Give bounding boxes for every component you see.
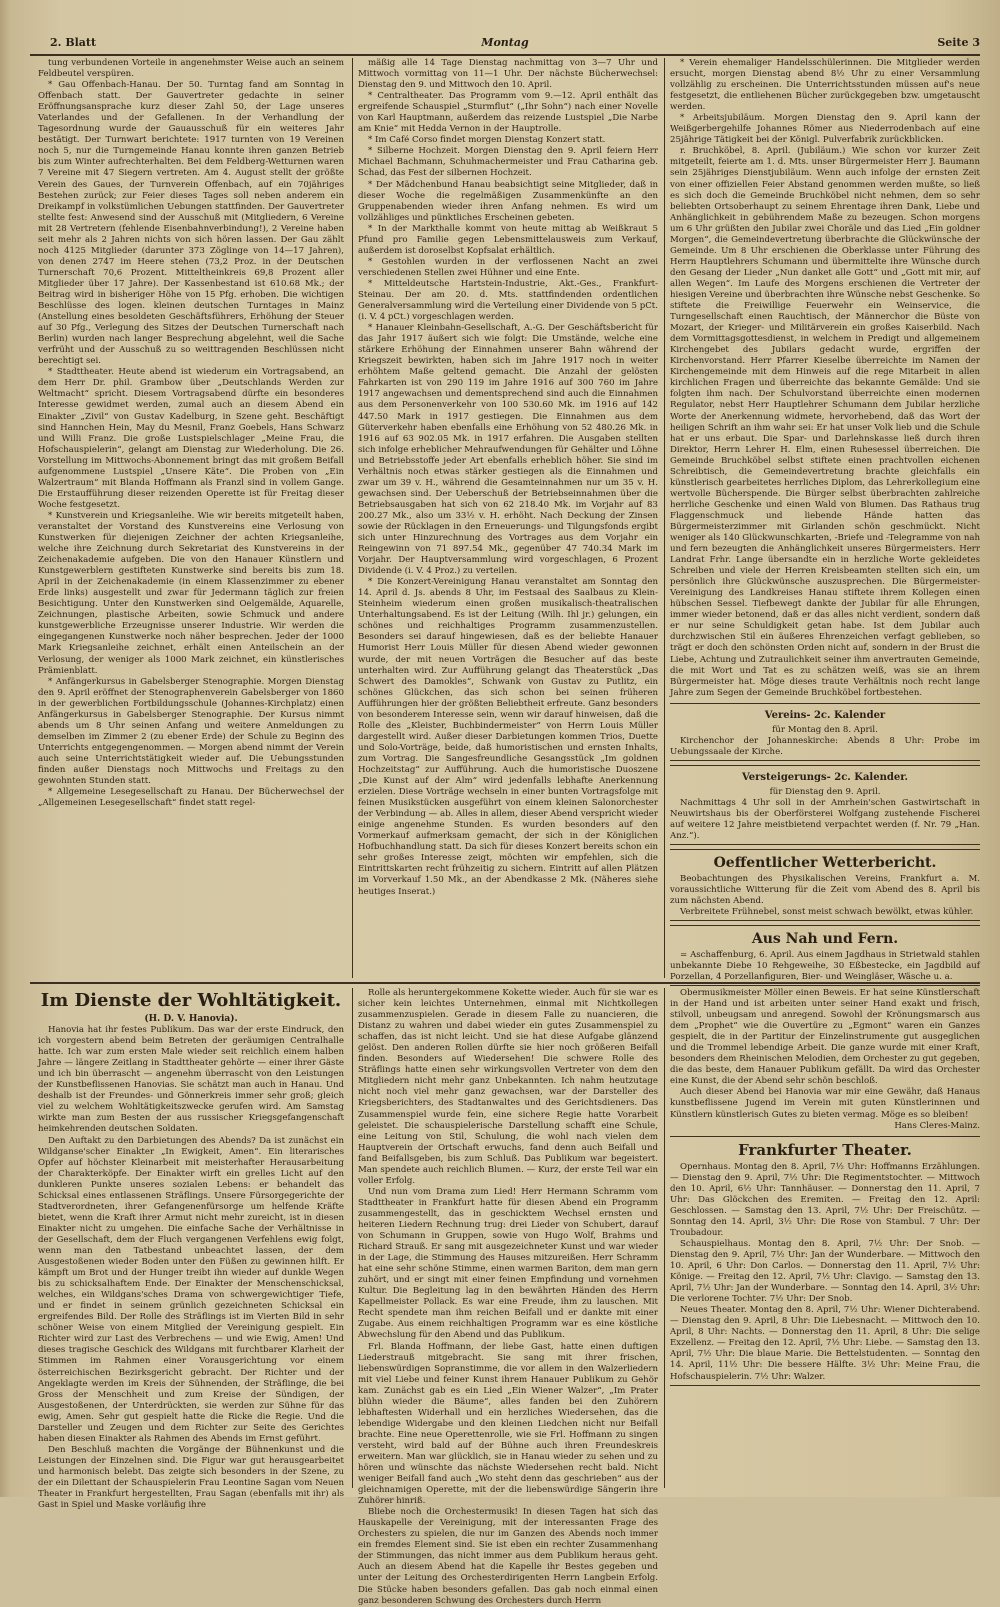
feuilleton-paragraph: Obermusikmeister Möller einen Beweis. Er hat seine Künstlerschaft in der Hand und ist arbeiten unter seiner Hand exakt und frisch, stilvoll, unbeugsam und anregend. Sowohl der Krönungsmarsch aus dem „Prophet“ wie die Ouvertüre zu „Egmont“ waren ein Ganzes gespielt, die in der Partitur der Einzelinstrumente gut ausgeglichen und die Trommel lebendige Arbeit. Die ganze wurde mit einer Kraft, besonders dem Rheinischen Melodien, dem Orchester zu gut gegeben, die das beste, dem Hanauer Publikum gefällt. Da wird das Orchester eine Kunst, die der Abend sehr schön beschloß. xyxy=(670,988,980,1087)
article-handelsschuelerinnen: * Verein ehemaliger Handelsschülerinnen. Die Mitglieder werden ersucht, morgen Dienstag abend 8½ Uhr zu einer Versammlung vollzählig zu erscheinen. Die Unterrichtsstunden müssen auf's neue festgesetzt, die entliehenen Bücher zurückgegeben bzw. umgetauscht werden. xyxy=(670,58,980,113)
feuilleton-paragraph: Rolle als heruntergekommene Kokette wieder. Auch für sie war es sicher kein leichtes Unternehmen, einmal mit Nichtkollegen zusammenzuspielen. Gerade in diesem Falle zu nuancieren, die Distanz zu wahren und dabei wieder ein gutes Zusammenspiel zu schaffen, das ist nicht leicht. Und sie hat diese Aufgabe glänzend gelöst. Den anderen Rollen dürfte sie hier noch größeren Beifall finden. Besonders auf Wiedersehen! Die schwere Rolle des Sträflings hatte einen sehr wirkungsvollen Vertreter von dem den Mitgliedern nicht mehr ganz Unbekannten. Ich nahm heutzutage nicht noch viel mehr ganz gewachsen, war der Darsteller des Kriegsberichters, des Stadtanwaltes und des Gerichtsdieners. Das Zusammenspiel wurde fein, eine sichere Regie hatte Vorarbeit geleistet. Die schauspielerische Darstellung schafft eine Schule, eine Leitung von Stil, Schulung, die wohl nach vielen dem Hauptverein der Ortschaft erwuchs, fand denn auch Beifall und fand Beifallsgeben, bis zum Schluß. Das Publikum war begeistert. Man spendete auch reichlich Blumen. — Kurz, der erste Teil war ein voller Erfolg. xyxy=(358,988,658,1186)
article-markthalle: * In der Markthalle kommt von heute mittag ab Weißkraut 5 Pfund pro Familie gegen Lebensmittelausweis zum Verkauf, außerdem ist doroselbst Kopfsalat erhältlich. xyxy=(358,223,658,256)
header-left: 2. Blatt xyxy=(50,36,97,49)
theater-opernhaus: Opernhaus. Montag den 8. April, 7½ Uhr: Hoffmanns Erzählungen. — Dienstag den 9. April, 7½ Uhr: Die Regimentstochter. — Mittwoch den 10. April, 6½ Uhr: Tannhäuser. — Donnerstag den 11. April, 7 Uhr: Das Glöckchen des Eremiten. — Freitag den 12. April: Geschlossen. — Samstag den 13. April, 7½ Uhr: Der Freischütz. — Sonntag den 14. April, 3½ Uhr: Die Rose von Stambul. 7 Uhr: Der Troubadour. xyxy=(670,1161,980,1238)
theater-schauspielhaus: Schauspielhaus. Montag den 8. April, 7½ Uhr: Der Snob. — Dienstag den 9. April, 7½ Uhr: Jan der Wunderbare. — Mittwoch den 10. April, 6 Uhr: Don Carlos. — Donnerstag den 11. April, 7½ Uhr: Könige. — Freitag den 12. April, 7½ Uhr: Clavigo. — Samstag den 13. April, 7½ Uhr: Jan der Wunderbare. — Sonntag den 14. April, 3½ Uhr: Die verlorene Tochter. 7½ Uhr: Der Snob. xyxy=(670,1238,980,1305)
column-3 xyxy=(670,58,981,983)
column-divider xyxy=(352,988,353,1488)
article-gestohlen: * Gestohlen wurden in der verflossenen Nacht an zwei verschiedenen Stellen zwei Hühner und eine Ente. xyxy=(358,256,658,278)
article-konzert: * Die Konzert-Vereinigung Hanau veranstaltet am Sonntag den 14. April d. Js. abends 8 Uhr, im Festsaal des Saalbaus zu Klein-Steinheim wiederum einen großen musikalisch-theatralischen Unterhaltungsabend. Es ist der Leitung (Wilh. Ihl jr.) gelungen, ein schönes und reichhaltiges Programm zusammenzustellen. Besonders sei darauf hingewiesen, daß es der beliebte Hanauer Humorist Herr Louis Müller für diesen Abend wieder gewonnen wurde, der mit neuen Vorträgen die Besucher auf das beste unterhalten wird. Zur Aufführung gelangt das Theaterstück „Das Schwert des Damokles“, Schwank von Gustav zu Putlitz, ein schönes Glückchen, das sich schon bei seinen früheren Aufführungen hier der größten Beliebtheit erfreute. Ganz besonders von besonderem Interesse sein, wenn wir darauf hinweisen, daß die Rolle des „Kleister, Buchbindermeister“ von Herrn Louis Müller dargestellt wird. Außer dieser Darbietungen kommen Trios, Duette und Solo-Vorträge, beide, daß humoristischen und ernsten Inhalts, zum Vortrag. Die Sangesfreundliche Gesangsstück „Im goldnen Hochzeitstag“ zur Aufführung. Auch die humoristische Duoszene „Die Kunst auf der Alm“ wird jedenfalls lebhafte Anerkennung erzielen. Diese Vorträge wechseln in einer bunten Vortragsfolge mit feinen Musikstücken ausgeführt von einem kleinen Salonorchester der Verbindung — ab. Alles in allem, dieser Abend verspricht wieder einige angenehme Stunden. Es wurden besonders auf den Vormerkauf aufmerksam gemacht, der sich in der Königlichen Hofbuchhandlung statt. Da sich für dieses Konzert bereits schon ein sehr großes Interesse zeigt, möchten wir empfehlen, sich die Eintrittskarten recht frühzeitig zu sichern. Eintritt auf allen Plätzen im Vorverkauf 1.50 Mk., an der Abendkasse 2 Mk. (Näheres siehe heutiges Inserat.) xyxy=(358,577,658,897)
vereins-kalender-date: für Montag den 8. April. xyxy=(772,724,878,735)
column-2 xyxy=(358,58,658,978)
article-stadttheater: * Stadttheater. Heute abend ist wiederum ein Vortragsabend, an dem Herr Dr. phil. Grambow über „Deutschlands Werden zur Weltmacht“ spricht. Diesem Vortragsabend dürfte ein besonderes Interesse gewidmet werden, zumal auch an diesem Abend ein Einakter „Zivil“ von Gustav Kadelburg, in Szene geht. Beschäftigt sind Hannchen Hein, May du Mesnil, Franz Goebels, Hans Schwarz und Willi Franz. Die große Lustspielschlager „Meine Frau, die Hofschauspielerin“, gelangt am Dienstag zur Wiederholung. Die 26. Vorstellung im Mittwochs-Abonnement bringt das mit großem Beifall aufgenommene Lustspiel „Unsere Käte“. Die Proben von „Ein Walzertraum“ mit Blanda Hoffmann als Franzl sind in vollem Gange. Die Erstaufführung dieser reizenden Operette ist für Freitag dieser Woche festgesetzt. xyxy=(38,367,344,510)
feuilleton-paragraph: Bliebe noch die Orchestermusik! In diesen Tagen hat sich das Hauskapelle der Vereinigung, mit der interessanten Frage des Orchesters zu spielen, die nur im Ganzen des Abends noch immer ein fremdes Element sind. Sie ist eben ein rechter Zusammenhang der Stimmungen, das nicht immer aus dem Publikum heraus geht. Auch an diesem Abend hat die Kapelle ihr Bestes gegeben und unter der Leitung des Orchesterdirigenten Herrn Langbein Erfolg. Die Stücke haben besonders gefallen. Das gab noch einmal einen ganz besonderen Schwung des Orchesters durch Herrn xyxy=(358,1507,658,1606)
frankfurter-theater xyxy=(670,1136,980,1386)
feuilleton-paragraph: Den Auftakt zu den Darbietungen des Abends? Da ist zunächst ein Wildganse'scher Einakter „In Ewigkeit, Amen“. Ein literarisches Opfer auf höchster Kleinarbeit mit meisterhafter Herausarbeitung der Charakterköpfe. Der Einakter wirft ein grelles Licht auf den dunkleren Punkte unseres sozialen Lebens: er behandelt das Schicksal eines entlassenen Sträflings. Unsere Fürsorgegerichte der Stadtverordneten, ihrer Gefangenenfürsorge um helfende Kräfte bietet, wenn die Kraft ihrer Armut nicht mehr zureicht, ist in diesen Einakter nicht zu umgehen. Die einfache Sache der Verhältnisse in der Gesellschaft, dem der Fluch vergangenen Verfehlens ewig folgt, wenn man den Tatbestand unbeachtet lassen, der dem Ausgestoßenen wieder Boden unter den Füßen zu gewinnen hilft. Er kämpft um Brot und der Hunger treibt ihn wieder auf dunkle Wegen bis zu schicksalhaftem Ende. Der Einakter der Menschenschicksal, welches, ein Wildgans'sches Drama von schwergewichtiger Tiefe, und er findet in seinem grünlich gezeichneten Schicksal ein ergreifendes Bild. Der Rolle des Sträflings ist im Vierten Bild in sehr schöner Weise von einem Mitglied der Vereinigung gespielt. Ein Richter wird zur Last des Verbrechens — und wie Ewig, Amen! Und dieses tragische Geschick des Wildgans mit furchtbarer Klarheit der Stimmen im Rahmen einer Vorausgerichtung vor einem österreichischen Bezirksgericht gebracht. Der Richter und der Angeklagte werden im Kreis der Sühnenden, der Sträflinge, die bei Gross der Menschheit und zum Kreise der Sündigen, der Ausgestoßenen, der Unterdrückten, sie werden zur Sühne für das ewig, Amen. Sehr gut gespielt hatte die Ricke die Regie. Und die Darsteller und Zeugen und dem Richter zur Seite des Gerichtes haben diesen Einakter als Rahmen des Abends im Ernst geführt. xyxy=(38,1135,344,1444)
article-kleinbahn: * Hanauer Kleinbahn-Gesellschaft, A.-G. Der Geschäftsbericht für das Jahr 1917 äußert sich wie folgt: Die Umstände, welche eine stärkere Erhöhung der Einnahmen unserer Bahn während der Kriegszeit bewirkten, haben sich im Jahre 1917 noch in weiter erhöhtem Maße geltend gemacht. Die Anzahl der gelösten Fahrkarten ist von 290 119 im Jahre 1916 auf 300 760 im Jahre 1917 angewachsen und dementsprechend sind auch die Einnahmen aus dem Personenverkehr von 100 530.60 Mk. im 1916 auf 142 447.50 Mark in 1917 gestiegen. Die Einnahmen aus dem Güterverkehr haben ebenfalls eine Erhöhung von 52 480.26 Mk. in 1916 auf 63 902.05 Mk. in 1917 erfahren. Die Ausgaben stellten sich infolge erheblicher Mehraufwendungen für Gehälter und Löhne und Betriebsstoffe jeder Art ebenfalls erheblich höher. Sie sind im Verhältnis noch etwas stärker gestiegen als die Einnahmen und zwar um 39 v. H., während die Gesamteinnahmen nur um 35 v. H. gewachsen sind. Der Ueberschuß der Betriebseinnahmen über die Betriebsausgaben hat sich von 62 218.40 Mk. im Vorjahr auf 83 200.27 Mk., also um 33½ v. H. erhöht. Nach Deckung der Zinsen sowie der Rücklagen in den Erneuerungs- und Tilgungsfonds ergibt sich unter Hinzurechnung des Vortrages aus dem Vorjahr ein Reingewinn von 71 897.54 Mk., gegenüber 47 740.34 Mark im Vorjahr. Der Hauptversammlung wird vorgeschlagen, 6 Prozent Dividende (i. V. 4 Proz.) zu verteilen. xyxy=(358,323,658,577)
feuilleton-column-1 xyxy=(38,988,344,1511)
wetterbericht xyxy=(670,849,980,921)
feuilleton-paragraph: Auch dieser Abend bei Hanovia war mir eine Gewähr, daß Hanaus kunstbeflissene Jugend im Verein mit guten Künstlerinnen und Künstlern künstlerisch Gutes zu bieten vermag. Möge es so bleiben! xyxy=(670,1087,980,1120)
vereins-kalender xyxy=(670,703,980,761)
article-lesegesellschaft: * Allgemeine Lesegesellschaft zu Hanau. Der Bücherwechsel der „Allgemeinen Lesegesellschaft“ findet statt regel- xyxy=(38,787,344,809)
nah-und-fern-title: Aus Nah und Fern. xyxy=(751,931,899,948)
page-header xyxy=(30,36,980,52)
versteigerungs-kalender-date: für Dienstag den 9. April. xyxy=(769,786,881,797)
article-kunstverein: * Kunstverein und Kriegsanleihe. Wie wir bereits mitgeteilt haben, veranstaltet der Vorstand des Kunstvereins eine Verlosung von Kunstwerken für diejenigen Zeichner der achten Kriegsanleihe, welche ihre Zeichnung durch Sekretariat des Kunstvereins in der Zeichenakademie aufgeben. Die von den Hanauer Künstlern und Kunstgewerblern gestifteten Kunstwerke sind bereits bis zum 18. April in der Zeichenakademie (in einem Klassenzimmer zu ebener Erde links) ausgestellt und zwar für Jedermann täglich zur freien Besichtigung. Unter den Kunstwerken sind Oelgemälde, Aquarelle, Zeichnungen, plastische Arbeiten, sowie Schmuck und andere kunstgewerbliche Erzeugnisse unserer Industrie. Wir werden die eingegangenen Kunstwerke noch näher besprechen. Jeder der 1000 Mark Kriegsanleihe zeichnet, erhält einen Anteilschein an der Verlosung, der weniger als 1000 Mark zeichnet, ein künstlerisches Prämienblatt. xyxy=(38,510,344,676)
feuilleton-paragraph: Frl. Blanda Hoffmann, der liebe Gast, hatte einen duftigen Liederstrauß mitgebracht. Sie sang mit ihrer frischen, liebenswürdigen Sopranstimme, die vor allem in den Walzerliedern mit viel Liebe und feiner Kunst ihrem Hanauer Publikum zu Gehör kam. Zunächst gab es ein Lied „Ein Wiener Walzer“, „Im Prater blühn wieder die Bäume“, alles fanden bei den Zuhörern lebhaftesten Widerhall und ein herzliches Wiedersehen, das die lebendige Widergabe und den kleinen Liedchen nicht nur Beifall brachte. Eine neue Operettenrolle, wie sie Frl. Hoffmann zu singen versteht, wird bald auf der Bühne auch ihren Freundeskreis erweitern. Man war glücklich, sie in Hanau wieder zu sehen und zu hören und wünschte das nächste Wiedersehen recht bald. Nicht weniger Beifall fand auch „Wo steht denn das geschrieben“ aus der gleichnamigen Operette, mit der die liebenswürdige Sängerin ihre Zuhörer hinriß. xyxy=(358,1341,658,1507)
header-page-number: Seite 3 xyxy=(937,36,980,49)
feuilleton-rule xyxy=(30,982,980,984)
wetterbericht-title: Oeffentlicher Wetterbericht. xyxy=(713,855,937,872)
wetterbericht-forecast: Verbreitete Frühnebel, sonst meist schwach bewölkt, etwas kühler. xyxy=(680,907,974,918)
feuilleton-title: Im Dienste der Wohltätigkeit. xyxy=(40,990,342,1011)
vereins-kalender-body: Kirchenchor der Johanneskirche: Abends 8 Uhr: Probe im Uebungssaale der Kirche. xyxy=(670,735,980,757)
frankfurter-theater-title: Frankfurter Theater. xyxy=(738,1140,912,1159)
feuilleton-paragraph: Den Beschluß machten die Vorgänge der Bühnenkunst und die Leistungen der Einzelnen sind. Die Figur war gut herausgearbeitet und harmonisch belebt. Das zeigte sich besonders in der Szene, zu der ein Dilettant der Schauspielerin Frau Leontine Sagan vom Neuen Theater in Frankfurt hergestellten, Frau Sagan (ebenfalls mit ihr) als Gast in Spiel und Maske vorläufig ihre xyxy=(38,1444,344,1511)
header-day: Montag xyxy=(481,36,529,49)
feuilleton-author: Hans Cleres-Mainz. xyxy=(894,1120,980,1131)
versteigerungs-kalender-title: Versteigerungs- 2c. Kalender. xyxy=(741,771,909,783)
feuilleton-subtitle: (H. D. V. Hanovia). xyxy=(144,1014,238,1024)
page-fold-shadow xyxy=(0,0,10,1497)
header-rule xyxy=(30,54,980,56)
article-silberhochzeit: * Silberne Hochzeit. Morgen Dienstag den 9. April feiern Herr Michael Bachmann, Schuhmachermeister und Frau Catharina geb. Schad, das Fest der silbernen Hochzeit. xyxy=(358,146,658,179)
article-paragraph: mäßig alle 14 Tage Dienstag nachmittag von 3—7 Uhr und Mittwoch vormittag von 11—1 Uhr. Der nächste Bücherwechsel: Dienstag den 9. und Mittwoch den 10. April. xyxy=(358,58,658,91)
nah-und-fern-body: = Aschaffenburg, 6. April. Aus einem Jagdhaus in Strietwald stahlen unbekannte Diebe 10 Rehgeweihe, 30 Eßbestecke, ein Jagdbild auf Porzellan, 4 Porzellanfiguren, Bier- und Weingläser, Wäsche u. a. xyxy=(670,950,980,983)
feuilleton-paragraph: Und nun vom Drama zum Lied! Herr Hermann Schramm vom Stadttheater in Frankfurt hatte für diesen Abend ein Programm zusammengestellt, das in geschicktem Wechsel ernsten und heiteren Liedern Rechnung trug: drei Lieder von Schubert, darauf von Schumann in Gruppen, sowie von Hugo Wolf, Brahms und Richard Strauß. Er sang mit ausgezeichneter Kunst und war wieder in der Lage, die Stimmung des Hauses mitzureißen. Herr Schramm hat eine sehr schöne Stimme, einen warmen Bariton, dem man gern zuhört, und er singt mit einer feinen Empfindung und vornehmen Kultur. Die Begleitung lag in den bewährten Händen des Herrn Kapellmeister Pollack. Es war eine Freude, ihm zu lauschen. Mit Recht spendete man ihm reichen Beifall und er dankte mit einer Zugabe. Aus einem reichhaltigen Programm war es eine köstliche Abwechslung für den Abend und das Publikum. xyxy=(358,1186,658,1341)
article-stenographie: * Anfängerkursus in Gabelsberger Stenographie. Morgen Dienstag den 9. April eröffnet der Stenographenverein Gabelsberger von 1860 in der gewerblichen Fortbildungsschule (Johannes-Kirchplatz) einen Anfängerkursus in Gabelsberger Stenographie. Der Kursus nimmt abends um 8 Uhr seinen Anfang und weitere Anmeldungen zu demselben im Zimmer 2 (zu ebener Erde) der Schule zu Beginn des Unterrichts entgegengenommen. — Morgen abend nimmt der Verein auch seine Unterrichtstätigkeit wieder auf. Die Uebungsstunden finden außer Dienstags noch Mittwochs und Freitags zu den gewohnten Stunden statt. xyxy=(38,676,344,787)
feuilleton-column-3 xyxy=(670,988,980,1488)
versteigerungs-kalender xyxy=(670,765,980,845)
article-paragraph: tung verbundenen Vorteile in angenehmster Weise auch an seinem Feldbeutel verspüren. xyxy=(38,58,344,80)
vereins-kalender-title: Vereins- 2c. Kalender xyxy=(764,709,886,721)
article-arbeitsjubilaeum: * Arbeitsjubiläum. Morgen Dienstag den 9. April kann der Weißgerbergehilfe Johannes Römer aus Niederrodenbach auf eine 25jährige Tätigkeit bei der Königl. Pulverfabrik zurückblicken. xyxy=(670,113,980,146)
feuilleton-paragraph: Hanovia hat ihr festes Publikum. Das war der erste Eindruck, den ich vorgestern abend beim Betreten der geräumigen Centralhalle hatte. Ich war zum ersten Male wieder seit reichlich einem halben Jahre — längere Zeitlang in Stadttheater gehörte — einer ihrer Gäste und ich bin überrascht — angenehm überrascht von den Leistungen der Kunstbeflissenen Hanovias. Sie schätzt man auch in Hanau. Und deshalb ist der Freundes- und Gönnerkreis immer sehr groß; gleich viel zu welchem Wohltätigkeitszwecke gerufen wird. Am Samstag wirkte man zum Besten der aus russischer Kriegsgefangenschaft heimkehrenden deutschen Soldaten. xyxy=(38,1025,344,1135)
feuilleton-column-2 xyxy=(358,988,658,1606)
column-divider xyxy=(352,58,353,978)
column-divider xyxy=(664,58,665,978)
article-bruchkoebel: r. Bruchköbel, 8. April. (Jubiläum.) Wie schon vor kurzer Zeit mitgeteilt, feierte am 1. d. Mts. unser Bürgermeister Herr J. Baumann sein 25jähriges Dienstjubiläum. Wenn auch infolge der ernsten Zeit von einer offiziellen Feier Abstand genommen werden mußte, so ließ es sich doch die Gemeinde Bruchköbel nicht nehmen, dem so sehr beliebten Ortsoberhaupt zu seinem Ehrentage ihren Dank, Liebe und Anhänglichkeit in gebührendem Maße zu bezeugen. Schon morgens um 6 Uhr grüßten den Jubilar zwei Choräle und das Lied „Ein goldner Morgen“, die Gemeindevertretung überbrachte die Glückwünsche der Gemeinde. Um 8 Uhr erschienen die Oberklasse unter Führung des Herrn Hauptlehrers Schumann und übermittelte ihre Wünsche durch den Gesang der Lieder „Nun danket alle Gott“ und „Gott mit mir, auf allen Wegen“. Im Laufe des Morgens erschienen die Vertreter der hiesigen Vereine und überbrachten ihre Wünsche nebst Geschenke. So stiftete die Freiwillige Feuerwehr ein Weinservice, die Turngesellschaft einen Rauchtisch, der Männerchor die Büste von Mozart, der Krieger- und Militärverein ein großes Kaiserbild. Nach dem Vormittagsgottesdienst, in welchem in Predigt und allgemeinem Kirchengebet des Jubilars gedacht wurde, ergriffen der Kirchenvorstand. Herr Pfarrer Kieselbe überreichte im Namen der Kirchengemeinde mit dem Hinweis auf die rege Mitarbeit in allen kirchlichen Fragen und überreichte das bekannte Gemälde: Und sie folgten ihm nach. Der Schulvorstand überreichte einen modernen Regulator, nebst Herr Hauptlehrer Schumann dem Jubilar herzliche Worte der Anerkennung widmete, hervorhebend, daß das Wort der heiligen Schrift an ihm wahr sei: Er hat unser Volk lieb und die Schule hat er uns erbaut. Die Spar- und Darlehnskasse ließ durch ihren Direktor, Herrn Lehrer H. Elm, einen Ruhesessel überreichen. Die Gemeinde Bruchköbel selbst stiftete einen prachtvollen eichenen Schreibtisch, die Gemeindevertretung brachte gleichfalls ein künstlerisch gearbeitetes herrliches Diplom, das Lehrerkollegium eine wertvolle Bücherspende. Die Bürger selbst überbrachten zahlreiche herrliche Geschenke und einen Wald von Blumen. Das Rathaus trug Flaggenschmuck und liebende Hände hatten das Bürgermeisterzimmer mit Girlanden schön geschmückt. Nicht weniger als 140 Glückwunschkarten, -Briefe und -Telegramme von nah und fern bezeugten die Anhänglichkeit unseres Bürgermeisters. Herr Landrat Frhr. Lange übersandte ein in herzliche Worte gekleidetes Schreiben und viele der Herren Kreisbeamten stellten sich ein, um persönlich ihre Glückwünsche auszusprechen. Die Bürgermeister-Vereinigung des Landkreises Hanau stiftete ihrem Kollegen einen hübschen Sessel. Tiefbewegt dankte der Jubilar für alle Ehrungen, immer wieder betonend, daß er das alles nicht verdient, sondern daß er nur seine Schuldigkeit getan habe. Ist dem Jubilar auch durchzwischen Stil ein äußeres Ehrenzeichen verfagt geblieben, so trägt er doch den schönsten Orden nicht auf, sondern in der Brust die Liebe, Achtung und Zutraulichkeit seiner ihm anvertrauten Gemeinde, die mit Wort und Tat es zu schätzen weiß, was sie an ihrem Bürgermeister hat. Möge dieses traute Verhältnis noch recht lange Jahre zum Segen der Gemeinde Bruchköbel fortbestehen. xyxy=(670,146,981,698)
column-divider xyxy=(664,988,665,1488)
article-centraltheater: * Centraltheater. Das Programm vom 9.—12. April enthält das ergreifende Schauspiel „Sturmflut“ („Ihr Sohn“) nach einer Novelle von Karl Hauptmann, außerdem das reizende Lustspiel „Die Narbe am Knie“ mit Hedda Vernon in der Hauptrolle. xyxy=(358,91,658,135)
article-cafe-corso: * Im Café Corso findet morgen Dienstag Konzert statt. xyxy=(368,135,606,146)
versteigerungs-kalender-body: Nachmittags 4 Uhr soll in der Amrhein'schen Gastwirtschaft in Neuwirtshaus bis der Oberförsterei Wolfgang zustehende Fischerei auf weitere 12 Jahre meistbietend verpachtet werden (f. Nr. 79 „Han. Anz.“). xyxy=(670,797,980,842)
article-hartstein: * Mitteldeutsche Hartstein-Industrie, Akt.-Ges., Frankfurt-Steinau. Der am 20. d. Mts. stattfindenden ordentlichen Generalversammlung wird die Verteilung einer Dividende von 5 pCt. (i. V. 4 pCt.) vorgeschlagen werden. xyxy=(358,278,658,323)
wetterbericht-body: Beobachtungen des Physikalischen Vereins, Frankfurt a. M. voraussichtliche Witterung für die Zeit vom Abend des 8. April bis zum nächsten Abend. xyxy=(670,874,980,907)
theater-neues-theater: Neues Theater. Montag den 8. April, 7½ Uhr: Wiener Dichterabend. — Dienstag den 9. April, 8 Uhr: Die Liebesnacht. — Mittwoch den 10. April, 8 Uhr: Nachts. — Donnerstag den 11. April, 8 Uhr: Die selige Exzellenz. — Freitag den 12. April, 7½ Uhr: Liebe. — Samstag den 13. April, 7½ Uhr: Die blaue Marie. Die Bettelstudenten. — Sonntag den 14. April, 11½ Uhr: Die bessere Hälfte. 3½ Uhr: Meine Frau, die Hofschauspielerin. 7½ Uhr: Walzer. xyxy=(670,1305,980,1382)
column-1 xyxy=(38,58,344,978)
article-maedchenbund: * Der Mädchenbund Hanau beabsichtigt seine Mitglieder, daß in dieser Woche die regelmäßigen Zusammenkünfte an den Gruppenabenden wieder ihren Anfang nehmen. Es wird um vollzähliges und pünktliches Erscheinen gebeten. xyxy=(358,179,658,223)
article-turngau: * Gau Offenbach-Hanau. Der 50. Turntag fand am Sonntag in Offenbach statt. Der Gauvertreter gedachte in seiner Eröffnungsansprache kurz dieser Zahl 50, der Lage unseres Vaterlandes und der Gefallenen. In der Verhandlung der Tagesordnung wurde der Gauausschuß für ein weiteres Jahr bestätigt. Der Turnwart berichtete: 1917 turnten von 19 Vereinen noch 5, nur die Turngemeinde Hanau konnte ihren ganzen Betrieb bis zum Winter aufrechterhalten. Bei dem Feldberg-Wetturnen waren 7 Vereine mit 47 Siegern vertreten. Am 4. August stellt der größte Verein des Gaues, der Turnverein Offenbach, auf ein 70jähriges Bestehen zurück; zur Feier dieses Tages soll neben anderem ein Dreikampf in volkstümlichen Uebungen stattfinden. Der Gauvertreter stellte fest: Anwesend sind der Ausschuß mit (Mitgliedern, 6 Vereine mit 28 Vertretern (fehlende Eisenbahnverbindung!), 2 Vereine haben seit mehr als 2 Jahren nichts von sich hören lassen. Der Gau zählt noch 4125 Mitglieder (darunter 373 Zöglinge von 14—17 Jahren), von denen 2747 im Heere stehen (73,2 Proz. in der Deutschen Turnerschaft 70,6 Prozent. Mitteltheinkreis 69,8 Prozent aller Mitglieder über 17 Jahre). Der Kassenbestand ist 610.68 Mk.; der Beitrag wird in bisheriger Höhe von 15 Pfg. erhoben. Die wichtigen Beschlüsse des logen. kleinen deutschen Turntages in Mainz (Anstellung eines besoldeten Geschäftsführers, Erhöhung der Steuer auf 30 Pfg., Verlegung des Sitzes der Deutschen Turnerschaft nach Berlin) wurden nach langer Besprechung abgelehnt, weil die Sache verfrüht und der Ausschuß zu so weittragenden Beschlüssen nicht berechtigt sei. xyxy=(38,80,344,367)
nah-und-fern xyxy=(670,925,980,986)
